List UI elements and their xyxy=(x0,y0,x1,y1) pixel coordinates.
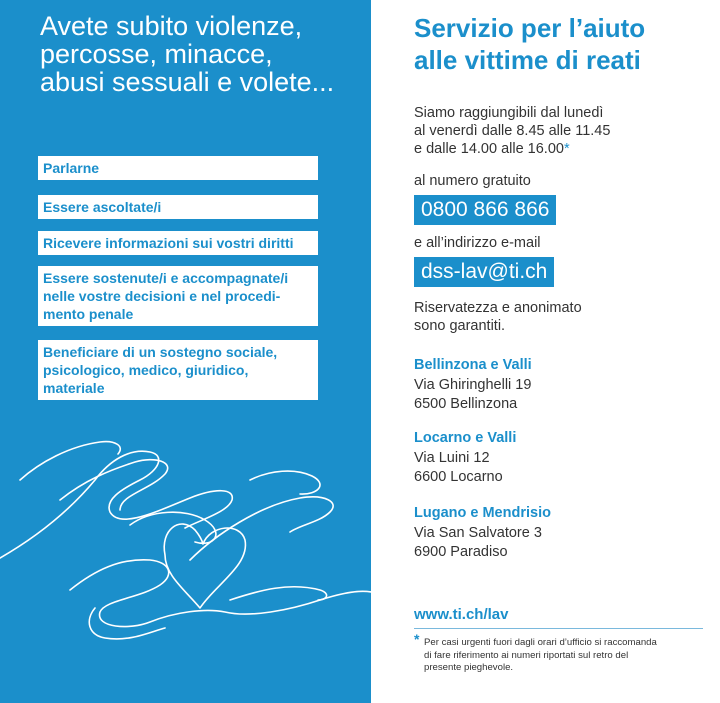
privacy-line: sono garantiti. xyxy=(414,318,506,334)
option-box-informazioni xyxy=(38,231,318,255)
title-line: Servizio per l’aiuto xyxy=(414,13,646,43)
footnote-line: presente pieghevole. xyxy=(424,662,514,673)
headline-line: percosse, minacce, xyxy=(40,39,273,69)
option-text: mento penale xyxy=(43,306,134,322)
option-box-parlarne xyxy=(38,156,318,180)
website-link[interactable]: www.ti.ch/lav xyxy=(414,606,509,623)
headline xyxy=(40,12,360,96)
option-text: Parlarne xyxy=(43,160,100,176)
office-street: Via Luini 12 xyxy=(414,449,490,466)
office-city: 6900 Paradiso xyxy=(414,544,508,560)
hours-line: al venerdì dalle 8.45 alle 11.45 xyxy=(414,123,611,139)
divider xyxy=(414,628,703,629)
right-panel xyxy=(371,0,720,703)
option-text: nelle vostre decisioni e nel procedi- xyxy=(43,288,281,304)
office-name: Bellinzona e Valli xyxy=(414,357,532,373)
opening-hours xyxy=(414,104,714,158)
email-label: e all’indirizzo e-mail xyxy=(414,235,541,251)
hands-heart-line-art-icon xyxy=(0,440,371,703)
email-address[interactable]: dss-lav@ti.ch xyxy=(414,257,554,287)
option-text: Essere sostenute/i e accompagnate/i xyxy=(43,270,289,286)
footnote-asterisk: * xyxy=(563,141,570,157)
option-text: materiale xyxy=(43,380,105,396)
office-city: 6600 Locarno xyxy=(414,469,503,485)
office-locarno xyxy=(414,429,714,488)
office-city: 6500 Bellinzona xyxy=(414,396,518,412)
headline-line: Avete subito violenze, xyxy=(40,11,303,41)
option-box-ascoltate xyxy=(38,195,318,219)
office-street: Via Ghiringhelli 19 xyxy=(414,376,532,393)
option-text: Beneficiare di un sostegno sociale, xyxy=(43,344,278,360)
service-title xyxy=(414,12,714,76)
option-text: Ricevere informazioni sui vostri diritti xyxy=(43,235,294,251)
phone-number[interactable]: 0800 866 866 xyxy=(414,195,556,225)
footnote-line: Per casi urgenti fuori dagli orari d’ufficio si raccomanda xyxy=(424,637,657,648)
office-name: Lugano e Mendrisio xyxy=(414,505,551,521)
office-street: Via San Salvatore 3 xyxy=(414,524,542,541)
hours-line: Siamo raggiungibili dal lunedì xyxy=(414,105,604,121)
option-box-sostenute xyxy=(38,266,318,326)
office-bellinzona xyxy=(414,356,714,415)
office-lugano xyxy=(414,504,714,563)
phone-label: al numero gratuito xyxy=(414,173,531,189)
footnote xyxy=(424,637,709,675)
title-line: alle vittime di reati xyxy=(414,45,641,75)
option-text: psicologico, medico, giuridico, xyxy=(43,362,249,378)
option-text: Essere ascoltate/i xyxy=(43,199,162,215)
hours-line: e dalle 14.00 alle 16.00 xyxy=(414,141,564,157)
option-box-sostegno xyxy=(38,340,318,400)
footnote-asterisk-marker: * xyxy=(414,631,420,647)
headline-line: abusi sessuali e volete... xyxy=(40,67,335,97)
privacy-note xyxy=(414,299,714,335)
privacy-line: Riservatezza e anonimato xyxy=(414,300,582,316)
footnote-line: di fare riferimento ai numeri riportati sul retro del xyxy=(424,649,629,661)
office-name: Locarno e Valli xyxy=(414,430,517,446)
